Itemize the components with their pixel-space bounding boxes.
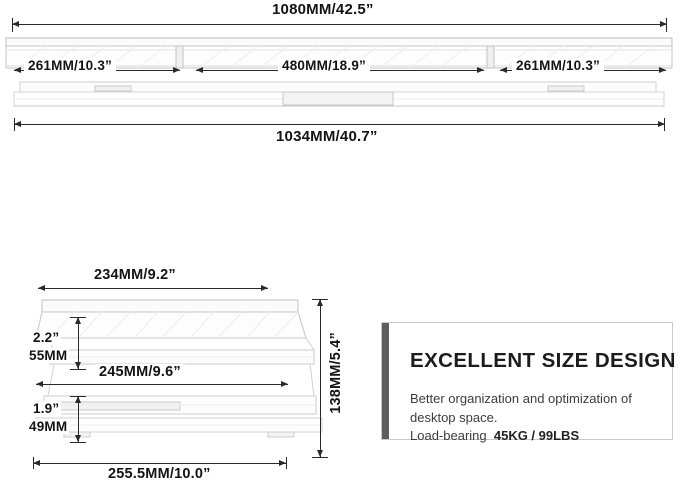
arrow-right-icon	[659, 67, 666, 73]
arrow-left-icon	[38, 285, 45, 291]
arrow-up-icon	[75, 396, 81, 403]
monitor-stand-top-view-illustration	[0, 30, 679, 135]
arrow-right-icon	[173, 67, 180, 73]
dimension-tick	[33, 457, 34, 469]
center-section-label: 480MM/18.9”	[278, 58, 370, 73]
upper-height-inch-label: 2.2”	[33, 330, 60, 345]
inner-width-label: 1034MM/40.7”	[272, 128, 382, 145]
dimension-tick	[70, 396, 86, 397]
arrow-right-icon	[281, 381, 288, 387]
card-load-bearing	[410, 428, 579, 443]
arrow-right-icon	[477, 67, 484, 73]
dimension-tick	[14, 118, 15, 131]
lower-height-inch-label: 1.9”	[33, 401, 60, 416]
arrow-down-icon	[75, 362, 81, 369]
arrow-left-icon	[33, 460, 40, 466]
top-depth-label: 234MM/9.2”	[90, 267, 180, 283]
lower-height-mm-label: 49MM	[29, 419, 68, 434]
dimension-tick	[286, 457, 287, 469]
top-overall-dimension-line	[12, 24, 667, 25]
arrow-down-icon	[75, 435, 81, 442]
lower-height-dimension-line	[78, 396, 79, 442]
arrow-down-icon	[317, 450, 323, 457]
base-depth-dimension-line	[33, 463, 286, 464]
total-height-dimension-line	[320, 299, 321, 457]
upper-height-dimension-line	[78, 317, 79, 369]
inner-width-dimension-line	[14, 124, 665, 125]
arrow-up-icon	[317, 299, 323, 306]
arrow-left-icon	[14, 121, 21, 127]
dimension-tick	[312, 457, 328, 458]
total-height-label: 138MM/5.4”	[328, 328, 344, 418]
size-design-card	[381, 322, 676, 443]
arrow-up-icon	[75, 317, 81, 324]
dimension-tick	[70, 369, 86, 370]
arrow-right-icon	[279, 460, 286, 466]
top-depth-dimension-line	[38, 288, 268, 289]
dimension-tick	[312, 299, 328, 300]
arrow-left-icon	[12, 21, 19, 27]
arrow-left-icon	[500, 67, 507, 73]
right-section-label: 261MM/10.3”	[512, 58, 604, 73]
mid-depth-label: 245MM/9.6”	[95, 364, 185, 380]
upper-height-mm-label: 55MM	[29, 348, 68, 363]
dimension-tick	[664, 118, 665, 131]
arrow-left-icon	[36, 381, 43, 387]
card-accent-bar	[382, 323, 389, 439]
load-bearing-label: Load-bearing	[410, 428, 487, 443]
card-title: EXCELLENT SIZE DESIGN	[410, 349, 676, 372]
card-body-text: Better organization and optimization of desktop space.	[410, 391, 632, 425]
dimension-tick	[70, 317, 86, 318]
mid-depth-dimension-line	[36, 384, 288, 385]
arrow-right-icon	[261, 285, 268, 291]
overall-width-label: 1080MM/42.5”	[268, 1, 378, 18]
dimension-tick	[70, 442, 86, 443]
arrow-left-icon	[14, 67, 21, 73]
left-section-label: 261MM/10.3”	[24, 58, 116, 73]
base-depth-label: 255.5MM/10.0”	[104, 466, 215, 482]
load-bearing-value: 45KG / 99LBS	[493, 428, 580, 443]
arrow-left-icon	[196, 67, 203, 73]
